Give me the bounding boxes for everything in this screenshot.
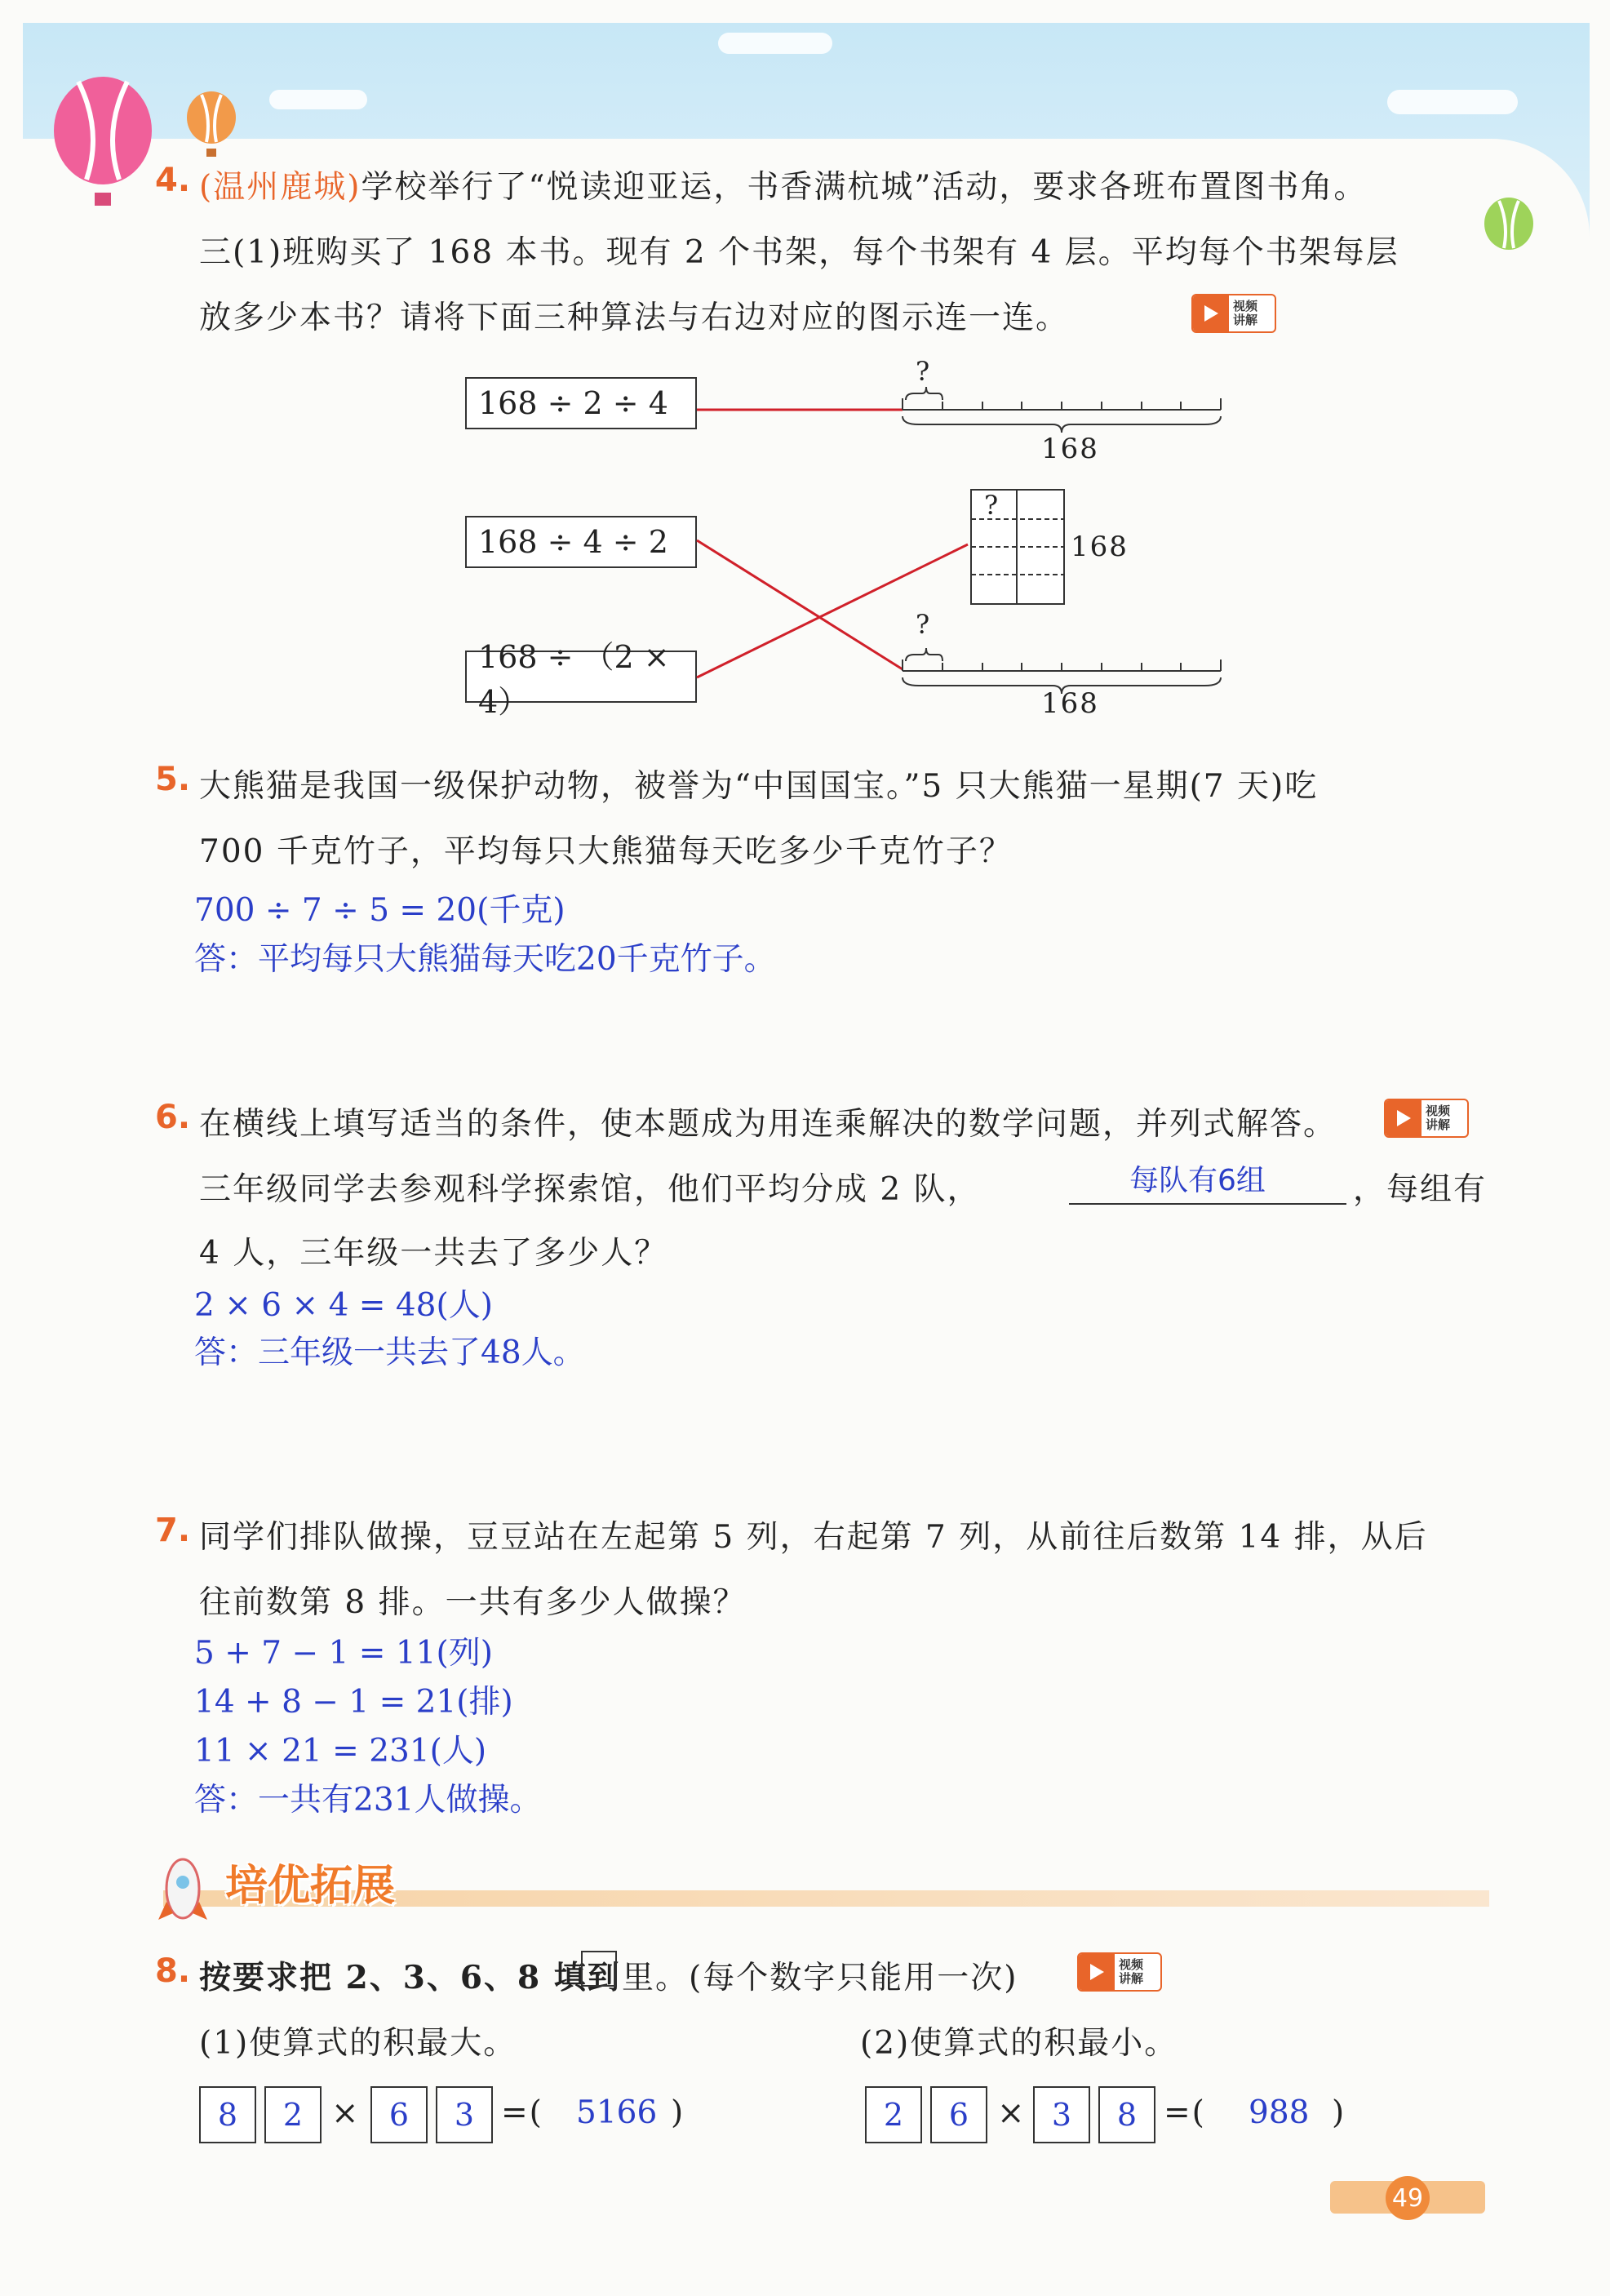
empty-square xyxy=(581,1951,617,1987)
question-number: 4. xyxy=(155,162,191,199)
part-label: (1)使算式的积最大。 xyxy=(199,2025,517,2062)
video-label: 视频 xyxy=(1119,1957,1144,1972)
answer-calculation: 700 ÷ 7 ÷ 5 = 20(千克) xyxy=(194,892,565,929)
digit-box[interactable]: 3 xyxy=(1033,2086,1090,2143)
rocket-icon xyxy=(155,1853,212,1926)
equals-sign: =( xyxy=(1164,2094,1206,2131)
digit-box[interactable]: 8 xyxy=(199,2086,256,2143)
times-sign: × xyxy=(331,2094,361,2132)
segment-diagram-8 xyxy=(903,387,1221,433)
answer-calculation: 14 + 8 − 1 = 21(排) xyxy=(194,1684,513,1721)
video-lecture-button[interactable] xyxy=(1077,1952,1162,1992)
match-line xyxy=(697,540,903,669)
part-label: (2)使算式的积最小。 xyxy=(860,2025,1178,2062)
formula-box: 168 ÷ 2 ÷ 4 xyxy=(465,377,697,429)
question-line: 同学们排队做操，豆豆站在左起第 5 列，右起第 7 列，从前往后数第 14 排，从后 xyxy=(199,1519,1428,1556)
question-line: 三(1)班购买了 168 本书。现有 2 个书架，每个书架有 4 层。平均每个书架每层 xyxy=(199,234,1399,271)
video-label: 视频 xyxy=(1233,299,1258,313)
diagram-question-mark: ? xyxy=(916,609,932,640)
section-title: 培优拓展 xyxy=(225,1862,396,1911)
question-line: 里。(每个数字只能用一次) xyxy=(622,1960,1018,1996)
answer-calculation: 2 × 6 × 4 = 48(人) xyxy=(194,1287,493,1324)
question-line: 700 千克竹子，平均每只大熊猫每天吃多少千克竹子？ xyxy=(199,833,1013,870)
question-number: 8. xyxy=(155,1952,191,1990)
video-lecture-button[interactable] xyxy=(1384,1099,1469,1138)
play-icon xyxy=(1079,1954,1115,1990)
answer-text: 答：一共有231人做操。 xyxy=(194,1782,542,1819)
question-line: 大熊猫是我国一级保护动物，被誉为“中国国宝。”5 只大熊猫一星期(7 天)吃 xyxy=(199,768,1319,805)
close-paren: ) xyxy=(1332,2094,1346,2131)
answer-text: 答：三年级一共去了48人。 xyxy=(194,1335,585,1371)
video-label: 讲解 xyxy=(1426,1117,1451,1132)
equals-sign: =( xyxy=(501,2094,543,2131)
close-paren: ) xyxy=(671,2094,685,2131)
formula-box: 168 ÷ 4 ÷ 2 xyxy=(465,516,697,568)
times-sign: × xyxy=(997,2094,1027,2132)
page-number: 49 xyxy=(1386,2176,1430,2220)
question-line: 三年级同学去参观科学探索馆，他们平均分成 2 队， xyxy=(199,1171,981,1208)
formula-box: 168 ÷ （2 × 4） xyxy=(465,651,697,703)
question-number: 5. xyxy=(155,761,191,798)
answer-calculation: 5 + 7 − 1 = 11(列) xyxy=(194,1635,493,1672)
video-label: 视频 xyxy=(1426,1104,1451,1118)
digit-box[interactable]: 8 xyxy=(1098,2086,1155,2143)
question-source: (温州鹿城) xyxy=(199,169,361,206)
question-line: 4 人，三年级一共去了多少人？ xyxy=(199,1235,668,1272)
question-text: 学校举行了“悦读迎亚运，书香满杭城”活动，要求各班布置图书角。 xyxy=(361,169,1368,206)
question-number: 6. xyxy=(155,1099,191,1136)
video-label: 讲解 xyxy=(1233,313,1258,327)
diagram-total: 168 xyxy=(1071,531,1129,563)
digit-box[interactable]: 2 xyxy=(865,2086,922,2143)
question-line: ，每组有 xyxy=(1353,1171,1488,1208)
question-number: 7. xyxy=(155,1512,191,1549)
play-icon xyxy=(1386,1100,1422,1136)
diagram-total: 168 xyxy=(1041,687,1099,720)
video-label: 讲解 xyxy=(1119,1971,1144,1986)
question-line: 往前数第 8 排。一共有多少人做操？ xyxy=(199,1584,747,1621)
diagram-question-mark: ? xyxy=(984,490,1000,521)
diagram-question-mark: ? xyxy=(916,356,932,387)
digit-box[interactable]: 3 xyxy=(436,2086,493,2143)
digit-box[interactable]: 2 xyxy=(264,2086,322,2143)
question-line: 放多少本书？请将下面三种算法与右边对应的图示连一连。 xyxy=(199,300,1070,336)
result-value: 5166 xyxy=(576,2094,658,2131)
fill-blank-line[interactable] xyxy=(1069,1203,1346,1205)
diagram-total: 168 xyxy=(1041,433,1099,465)
question-line: 按要求把 2、3、6、8 填到 xyxy=(199,1959,621,1996)
digit-box[interactable]: 6 xyxy=(930,2086,987,2143)
fill-blank-answer: 每队有6组 xyxy=(1129,1164,1266,1197)
answer-calculation: 11 × 21 = 231(人) xyxy=(194,1733,487,1770)
digit-box[interactable]: 6 xyxy=(370,2086,428,2143)
answer-text: 答：平均每只大熊猫每天吃20千克竹子。 xyxy=(194,941,776,978)
result-value: 988 xyxy=(1249,2094,1310,2131)
question-line: 在横线上填写适当的条件，使本题成为用连乘解决的数学问题，并列式解答。 xyxy=(199,1106,1337,1143)
